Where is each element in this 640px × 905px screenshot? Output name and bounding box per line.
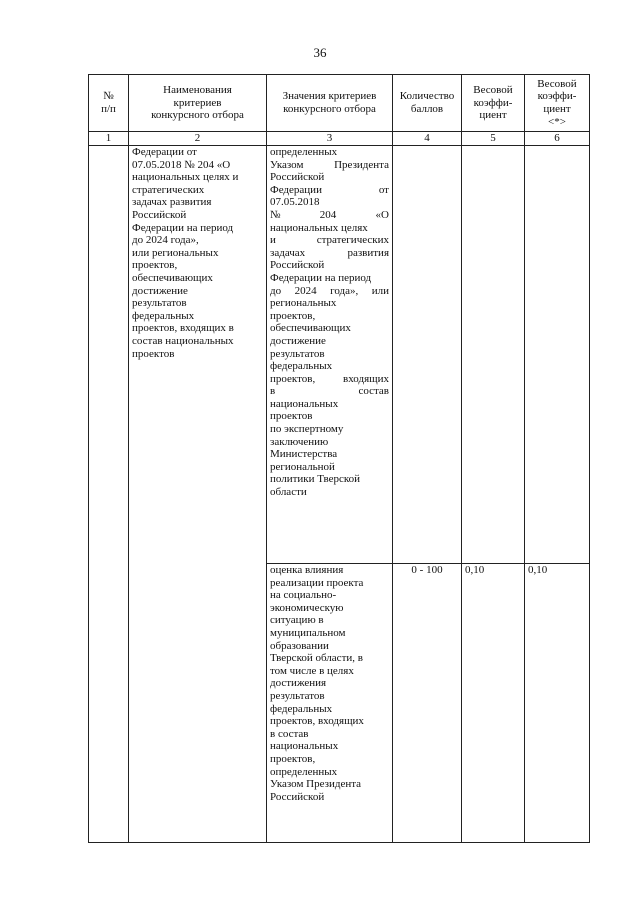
text-line: Федерации на период <box>270 271 372 284</box>
table-row <box>89 146 590 564</box>
text-line: реализации проекта <box>270 576 364 589</box>
column-number: 3 <box>267 132 393 146</box>
text-line: на социально- <box>270 589 337 602</box>
text-line: Федерации на период <box>132 221 234 234</box>
text-line: обеспечивающих <box>270 322 351 335</box>
column-number: 2 <box>129 132 267 146</box>
text-line: национальных целях и <box>132 171 239 184</box>
text-line: проектов <box>270 410 313 423</box>
text-line: региональной <box>270 460 335 473</box>
text-line: Указом Президента <box>270 778 362 791</box>
text-line: состав национальных <box>132 334 234 347</box>
text-line: национальных <box>270 740 339 753</box>
column-number: 6 <box>525 132 590 146</box>
criteria-name-cell <box>129 146 267 843</box>
points-cell: 0 - 100 <box>393 564 462 843</box>
column-number-row <box>89 132 590 146</box>
criteria-table <box>88 74 590 843</box>
weight-star-cell: 0,10 <box>525 564 590 843</box>
text-line: 07.05.2018 № 204 «О <box>132 158 231 171</box>
weight-cell: 0,10 <box>462 564 525 843</box>
text-line: экономическую <box>270 601 344 614</box>
text-line: заключению <box>270 435 329 448</box>
text-line: результатов <box>270 689 325 702</box>
text-line: № 204 «О <box>270 208 389 221</box>
text-line: задачах развития <box>132 196 212 209</box>
text-line: Федерации от <box>270 183 389 196</box>
text-line: образовании <box>270 639 329 652</box>
header-criteria-name: Наименования критериев конкурсного отбора <box>129 75 267 132</box>
text-line: Российской <box>132 208 187 221</box>
column-number: 1 <box>89 132 129 146</box>
text-line: Российской <box>270 259 325 272</box>
text-line: ситуацию в <box>270 614 324 627</box>
weight-cell <box>462 146 525 564</box>
header-points: Количество баллов <box>393 75 462 132</box>
text-line: муниципальном <box>270 626 346 639</box>
text-line: и стратегических <box>270 234 389 247</box>
text-line: политики Тверской <box>270 473 361 486</box>
text-line: обеспечивающих <box>132 271 213 284</box>
text-line: федеральных <box>270 360 333 373</box>
column-number: 4 <box>393 132 462 146</box>
text-line: результатов <box>132 297 187 310</box>
text-line: задачах развития <box>270 246 389 259</box>
text-line: определенных <box>270 765 338 778</box>
text-line: определенных <box>270 146 338 158</box>
text-line: проектов, <box>132 259 178 272</box>
text-line: проектов, входящих <box>270 715 364 728</box>
text-line: Российской <box>270 171 325 184</box>
text-line: достижение <box>270 334 326 347</box>
header-criteria-value: Значения критериев конкурсного отбора <box>267 75 393 132</box>
column-number: 5 <box>462 132 525 146</box>
text-line: достижения <box>270 677 327 690</box>
text-line: национальных <box>270 397 339 410</box>
text-line: результатов <box>270 347 325 360</box>
text-line: в состав <box>270 727 309 740</box>
text-line: Тверской области, в <box>270 652 363 665</box>
text-line: Министерства <box>270 448 338 461</box>
page-number: 36 <box>313 45 327 60</box>
text-line: до 2024 года», или <box>270 284 389 297</box>
text-line: региональных <box>270 297 337 310</box>
text-line: оценка влияния <box>270 564 344 576</box>
text-line: 07.05.2018 <box>270 196 320 209</box>
header-weight: Весовой коэффи- циент <box>462 75 525 132</box>
text-line: или региональных <box>132 246 219 259</box>
points-cell <box>393 146 462 564</box>
text-line: проектов, входящих <box>270 372 389 385</box>
text-line: проектов, входящих в <box>132 322 234 335</box>
table-header-row <box>89 75 590 132</box>
text-line: Федерации от <box>132 146 197 158</box>
text-line: стратегических <box>132 183 205 196</box>
text-line: проектов <box>132 347 175 360</box>
text-line: проектов, <box>270 309 316 322</box>
text-line: федеральных <box>132 309 195 322</box>
text-line: по экспертному <box>270 423 344 436</box>
text-line: Российской <box>270 790 325 803</box>
text-line: национальных целях <box>270 221 368 234</box>
row-number-cell <box>89 146 129 843</box>
weight-star-cell <box>525 146 590 564</box>
criteria-value-cell <box>267 564 393 843</box>
header-weight-star: Весовой коэффи- циент <*> <box>525 75 590 132</box>
text-line: федеральных <box>270 702 333 715</box>
text-line: достижение <box>132 284 188 297</box>
text-line: проектов, <box>270 752 316 765</box>
header-number: № п/п <box>89 75 129 132</box>
text-line: области <box>270 486 307 499</box>
text-line: Указом Президента <box>270 158 389 171</box>
criteria-value-cell <box>267 146 393 564</box>
text-line: в состав <box>270 385 389 398</box>
text-line: до 2024 года», <box>132 234 199 247</box>
text-line: том числе в целях <box>270 664 354 677</box>
